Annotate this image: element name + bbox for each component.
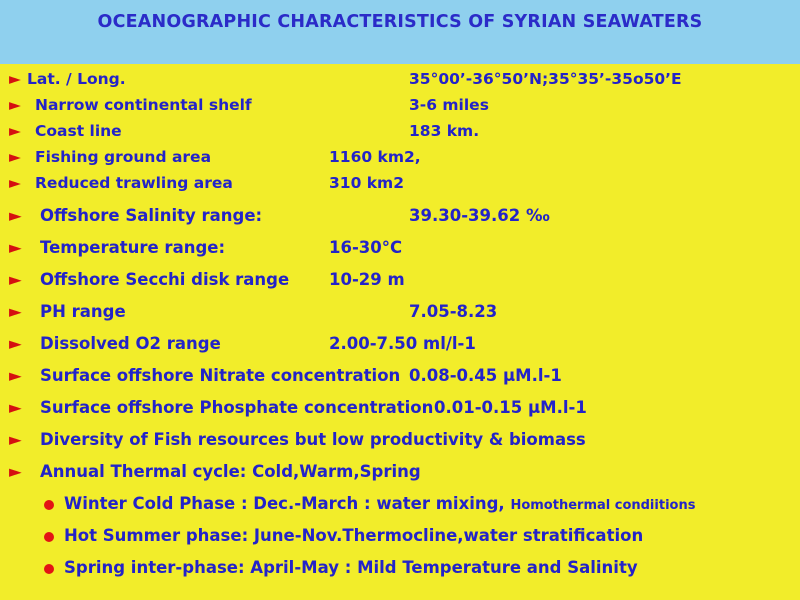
item-value: 16-30°C [329, 238, 403, 257]
arrow-bullet-icon: ► [9, 270, 22, 289]
arrow-bullet-icon: ► [9, 206, 22, 225]
list-item [0, 334, 800, 360]
list-item [0, 174, 800, 200]
list-item [0, 70, 800, 96]
arrow-bullet-icon: ► [9, 70, 21, 88]
arrow-bullet-icon: ► [9, 122, 21, 140]
sub-item-label: Spring inter-phase: April-May : Mild Temperature and Salinity [64, 558, 638, 577]
list-item [0, 366, 800, 392]
list-item [0, 270, 800, 296]
arrow-bullet-icon: ► [9, 238, 22, 257]
item-label: Lat. / Long. [27, 70, 126, 88]
item-label: Offshore Salinity range: [40, 206, 263, 225]
item-label: Fishing ground area [35, 148, 212, 166]
sub-item-label [64, 494, 695, 513]
title-band [0, 0, 800, 64]
item-label: PH range [40, 302, 126, 321]
sub-list-item [0, 526, 800, 552]
list-item [0, 238, 800, 264]
dot-bullet-icon [44, 532, 54, 542]
arrow-bullet-icon: ► [9, 366, 22, 385]
item-value: 0.08-0.45 µM.l-1 [409, 366, 562, 385]
item-value: 35°00’-36°50’N;35°35’-35o50’E [409, 70, 682, 88]
item-label: Annual Thermal cycle: Cold,Warm,Spring [40, 462, 421, 481]
item-value: 7.05-8.23 [409, 302, 498, 321]
list-item [0, 398, 800, 424]
list-item [0, 430, 800, 456]
item-value: 3-6 miles [409, 96, 489, 114]
item-label: Narrow continental shelf [35, 96, 252, 114]
slide-title: OCEANOGRAPHIC CHARACTERISTICS OF SYRIAN SEAWATERS [97, 12, 703, 32]
item-value: 183 km. [409, 122, 480, 140]
item-value: 39.30-39.62 ‰ [409, 206, 550, 225]
list-item [0, 96, 800, 122]
item-value: 2.00-7.50 ml/l-1 [329, 334, 476, 353]
list-item [0, 148, 800, 174]
item-label: Surface offshore Nitrate concentration [40, 366, 401, 385]
item-label: Surface offshore Phosphate concentration [40, 398, 434, 417]
item-label: Diversity of Fish resources but low productivity & biomass [40, 430, 586, 449]
arrow-bullet-icon: ► [9, 302, 22, 321]
arrow-bullet-icon: ► [9, 334, 22, 353]
item-label: Temperature range: [40, 238, 226, 257]
item-label: Reduced trawling area [35, 174, 233, 192]
arrow-bullet-icon: ► [9, 148, 21, 166]
arrow-bullet-icon: ► [9, 174, 21, 192]
arrow-bullet-icon: ► [9, 462, 22, 481]
item-label: Offshore Secchi disk range [40, 270, 290, 289]
item-value: 1160 km2, [329, 148, 421, 166]
item-value: 0.01-0.15 µM.l-1 [434, 398, 587, 417]
list-item [0, 206, 800, 232]
list-item [0, 302, 800, 328]
list-item [0, 122, 800, 148]
item-value: 310 km2 [329, 174, 404, 192]
dot-bullet-icon [44, 500, 54, 510]
sub-list-item [0, 494, 800, 520]
arrow-bullet-icon: ► [9, 430, 22, 449]
item-value: 10-29 m [329, 270, 405, 289]
sub-item-text: Winter Cold Phase : Dec.-March : water mixing, [64, 494, 505, 513]
dot-bullet-icon [44, 564, 54, 574]
arrow-bullet-icon: ► [9, 398, 22, 417]
item-label: Dissolved O2 range [40, 334, 221, 353]
item-label: Coast line [35, 122, 122, 140]
sub-item-label: Hot Summer phase: June-Nov.Thermocline,water stratification [64, 526, 644, 545]
arrow-bullet-icon: ► [9, 96, 21, 114]
sub-list-item [0, 558, 800, 584]
sub-item-note: Homothermal condiitions [510, 498, 696, 513]
list-item [0, 462, 800, 488]
